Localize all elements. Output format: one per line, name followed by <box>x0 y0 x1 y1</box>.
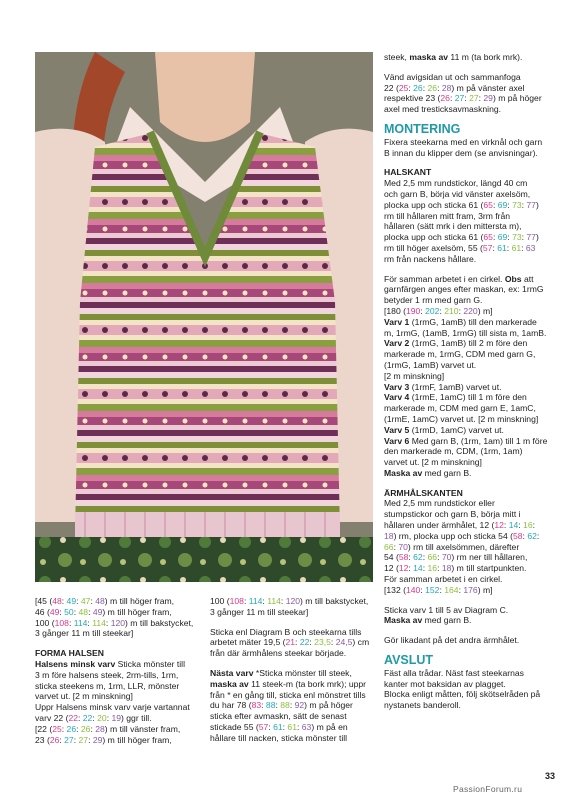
right-column <box>384 52 574 720</box>
instruction-row: markerade m, CDM med garn E, 1amC, <box>384 403 536 414</box>
instruction-row: Maska av med garn B. <box>384 467 472 478</box>
left-column <box>35 596 205 754</box>
circle-instructions: För samman arbetet i en cirkel. Obs att garnfärgen anges efter maskan, ex: 1rmG betyder 1 rm med garn G. [180 (190: 202: 210: 220) m] Varv 1 (1rmG, 1amB) till den markerade m, 1rmG, (1amB, 1rmG) till sista m, 1amB. Varv 2 (1rmG, 1amB) till 2 m före den markerade m, 1rmG, CDM med garn G, (1rmG, 1amB) varvet ut. [2 m minskning] Varv 3 (1rmF, 1amB) varvet ut. Varv 4 (1rmE, 1amC) till 1 m före den markerade m, CDM med garn E, 1amC, (1rmE, 1amC) varvet ut. [2 m minskning] Varv 5 (1rmD, 1amC) varvet ut. Varv 6 Med garn B, (1rm, 1am) till 1 m före den markerade m, CDM, (1rm, 1am) varvet ut. [2 m minskning] Maska av med garn B. <box>384 273 548 478</box>
armhals-text: Med 2,5 mm rundstickor eller stumpstickor och garn B, börja mitt i hållaren under ärmhålet, 12 (12: 14: 16: 18) rm, plocka upp och sticka 54 (58: 62: 66: 70) rm till axelsömmen, därefter 54 (58: 62: 66: 70) rm ner till hållaren, 12 (12: 14: 16: 18) m till startpunkten. För samman arbetet i en cirkel. [132 (140: 152: 164: 176) m] <box>384 498 540 595</box>
halskant-text: Med 2,5 mm rundstickor, längd 40 cm och garn B, börja vid vänster axelsöm, plocka upp och sticka 61 (65: 69: 73: 77) rm till hållaren mitt fram, 3rm från hållaren (sätt mrk i den mittersta m), plocka upp och sticka 61 (65: 69: 73: 77) rm till höger axelsöm, 55 (57: 61: 61: 63 rm från nackens hållare. <box>384 178 539 264</box>
repeat-text: Gör likadant på det andra ärmhålet. <box>384 635 520 646</box>
montering-heading: MONTERING <box>384 121 461 136</box>
montering-text: Fixera steekarna med en virknål och garn B innan du klipper dem (se anvisningar). <box>384 136 543 158</box>
instruction-row: den markerade m, CDM, (1rm, 1am) <box>384 446 523 457</box>
middle-column <box>210 596 382 753</box>
instruction-row: varvet ut. [2 m minskning] <box>384 457 482 468</box>
avslut-text: Fäst alla trådar. Näst fast steekarnas kanter mot baksidan av plagget. Blocka enligt måtten, följ skötselråden på nystanets banderoll. <box>384 667 541 711</box>
instruction-row: markerade m, 1rmG, CDM med garn G, <box>384 349 536 360</box>
diagram-b-paragraph: Sticka enl Diagram B och steekarna tills arbetet mäter 19,5 (21: 22: 23,5: 24,5) cm från där ärmhålens steekar började. <box>210 626 370 659</box>
avslut-heading: AVSLUT <box>384 653 434 668</box>
knitted-vest-photo <box>35 52 373 582</box>
instruction-row: Varv 1 (1rmG, 1amB) till den markerade <box>384 316 537 327</box>
halskant-heading: HALSKANT <box>384 167 432 178</box>
instruction-row: [2 m minskning] <box>384 370 445 381</box>
instruction-row: m, 1rmG, (1amB, 1rmG) till sista m, 1amB. <box>384 327 547 338</box>
watermark: PassionForum.ru <box>453 784 523 794</box>
back-count-paragraph: 100 (108: 114: 114: 120) m till bakstycket, 3 gånger 11 m till steekar] <box>210 596 369 617</box>
steek-paragraph: steek, maska av 11 m (ta bork mrk). <box>384 52 523 62</box>
instruction-row: Varv 2 (1rmG, 1amB) till 2 m före den <box>384 338 528 349</box>
join-paragraph: Vänd avigsidan ut och sammanfoga 22 (25: 26: 26: 28) m på vänster axel respektive 23 (26: 27: 27: 29) m på höger axel med tresticksavmaskning. <box>384 71 542 115</box>
diagram-c-text: Sticka varv 1 till 5 av Diagram C. Maska av med garn B. <box>384 604 509 626</box>
forma-halsen-heading: FORMA HALSEN <box>35 648 104 659</box>
forma-halsen-text: Halsens minsk varv Sticka mönster till 3 m före halsens steek, 2rm-tills, 1rm, sticka steekens m, 1rm, LLR, mönster varvet ut. [2 m minskning] Uppr Halsens minsk varv varje vartannat varv 22 (22: 22: 20: 19) ggr till. [22 (25: 26: 26: 28) m till vänster fram, 23 (26: 27: 27: 29) m till höger fram, <box>35 658 190 745</box>
instruction-row: Varv 3 (1rmF, 1amB) varvet ut. <box>384 381 502 392</box>
instruction-row: (1rmG, 1amB) varvet ut. <box>384 359 477 370</box>
instruction-row: Varv 4 (1rmE, 1amC) till 1 m före den <box>384 392 527 403</box>
instruction-row: (1rmE, 1amC) varvet ut. [2 m minskning] <box>384 413 539 424</box>
next-row-paragraph: Nästa varv *Sticka mönster till steek, maska av 11 steek-m (ta bork mrk); uppr från * en gång till, sticka enl mönstret tills du har 78 (83: 88: 88: 92) m på höger sticka efter avmaskn, sätt de senast stickade 55 (57: 61: 61: 63) m på en hållare till nacken, sticka mönster till <box>210 667 367 743</box>
page-number: 33 <box>545 771 556 781</box>
instruction-row: Varv 6 Med garn B, (1rm, 1am) till 1 m före <box>384 435 548 446</box>
armhals-heading: ÄRMHÅLSKANTEN <box>384 487 463 498</box>
instruction-row: Varv 5 (1rmD, 1amC) varvet ut. <box>384 424 504 435</box>
stitch-count-paragraph: [45 (48: 49: 47: 48) m till höger fram, 46 (49: 50: 48: 49) m till höger fram, 100 (108: 114: 114: 120) m till bakstycket, 3 gånger 11 m till steekar] <box>35 596 194 639</box>
